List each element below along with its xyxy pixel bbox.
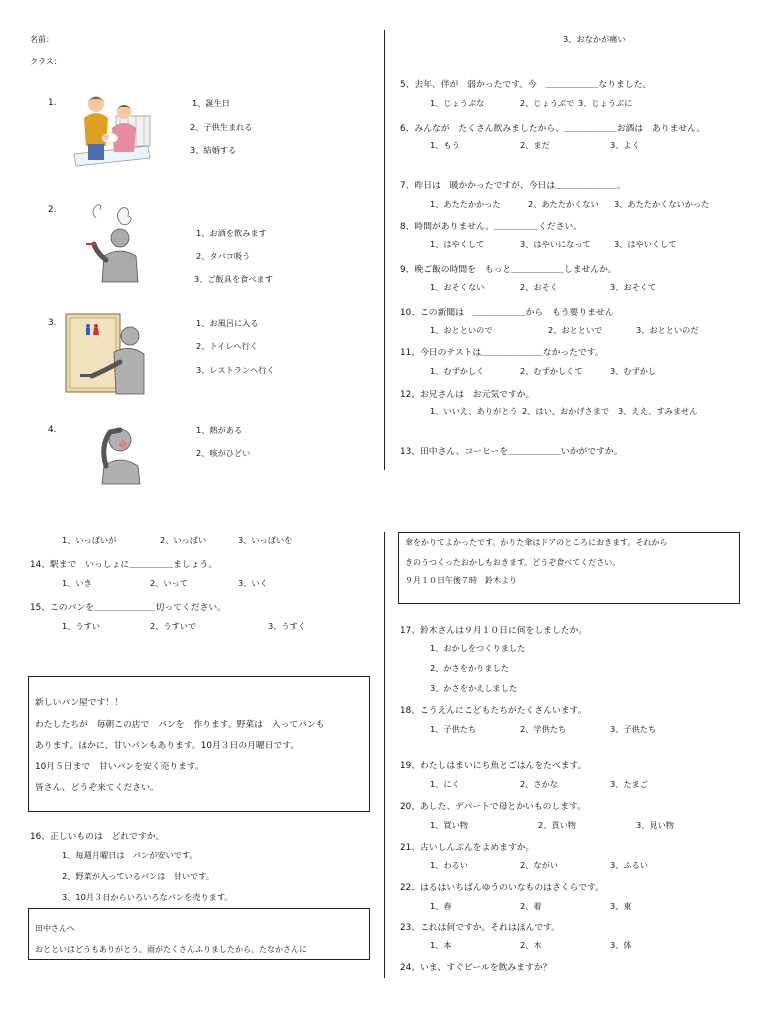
- q4-option-3[interactable]: 3、おなかが痛い: [563, 34, 626, 44]
- q8-option-1[interactable]: 1、はやくして: [430, 239, 485, 249]
- q12-option-1[interactable]: 1、いいえ、ありがとう: [430, 406, 518, 416]
- man-with-fever-illustration: [96, 420, 146, 484]
- q7-option-2[interactable]: 2、あたたかくない: [528, 199, 599, 209]
- q5-option-2[interactable]: 2、じょうぶで: [520, 98, 575, 108]
- letter-box-start: [28, 908, 370, 960]
- question-number: 1.: [48, 98, 57, 108]
- q19-option-1[interactable]: 1、にく: [430, 779, 460, 789]
- question-text: 18、こうえんにこどもたちがたくさんいます。: [400, 706, 587, 716]
- question-text: 22、はるはいちばんゆうのいなものはさくらです。: [400, 883, 604, 893]
- class-label: クラス：: [30, 57, 62, 66]
- q9-option-3[interactable]: 3、おそくて: [610, 282, 657, 292]
- q18-option-3[interactable]: 3、子供たち: [610, 724, 657, 734]
- q15-option-3[interactable]: 3、うすく: [268, 621, 306, 631]
- q3-option-3[interactable]: 3、レストランへ行く: [196, 365, 275, 375]
- question-text: 15、このパンを＿＿＿＿＿＿＿切ってください。: [30, 603, 226, 613]
- question-number: 2.: [48, 205, 57, 215]
- q2-option-2[interactable]: 2、タバコ吸う: [196, 251, 251, 261]
- question-number: 4.: [48, 425, 57, 435]
- q17-option-2[interactable]: 2、かさをかりました: [430, 663, 509, 673]
- question-text: 16、正しいものは どれですか。: [30, 832, 165, 842]
- q17-option-1[interactable]: 1、おかしをつくりました: [430, 643, 526, 653]
- q11-option-2[interactable]: 2、むずかしくて: [520, 366, 583, 376]
- q13-option-2[interactable]: 2、いっぱい: [160, 535, 207, 545]
- column-divider-top: [384, 30, 385, 470]
- q7-option-3[interactable]: 3、あたたかくないかった: [614, 199, 710, 209]
- q11-option-1[interactable]: 1、むずかしく: [430, 366, 485, 376]
- q4-option-1[interactable]: 1、熱がある: [196, 425, 243, 435]
- q1-option-3[interactable]: 3、結婚する: [190, 145, 237, 155]
- name-label: 名前：: [30, 35, 54, 44]
- letter-line: 田中さんへ: [35, 924, 75, 933]
- family-with-baby-illustration: [66, 94, 152, 166]
- q23-option-2[interactable]: 2、木: [520, 940, 542, 950]
- question-text: 20、あした、デパートで母とかいものします。: [400, 802, 586, 812]
- notice-line: 新しいパン屋です！！: [35, 698, 123, 708]
- notice-line: 10月５日まで 甘いパンを安く売ります。: [35, 762, 204, 772]
- letter-line: ９月１０日午後７時 鈴木より: [405, 576, 517, 585]
- q19-option-3[interactable]: 3、たまご: [610, 779, 648, 789]
- q22-option-3[interactable]: 3、東: [610, 901, 632, 911]
- q14-option-2[interactable]: 2、いって: [150, 578, 188, 588]
- q9-option-2[interactable]: 2、おそく: [520, 282, 558, 292]
- letter-line: おとといはどうもありがとう。雨がたくさんふりましたから、たなかさんに: [35, 945, 307, 954]
- q6-option-3[interactable]: 3、よく: [610, 140, 640, 150]
- question-text: 19、わたしはまいにち魚とごはんをたべます。: [400, 761, 587, 771]
- q7-option-1[interactable]: 1、あたたかかった: [430, 199, 501, 209]
- man-at-restroom-door-illustration: [66, 314, 144, 394]
- q18-option-1[interactable]: 1、子供たち: [430, 724, 477, 734]
- q3-option-1[interactable]: 1、お風呂に入る: [196, 318, 259, 328]
- q20-option-2[interactable]: 2、貢い物: [538, 820, 576, 830]
- letter-line: 傘をかりてよかったです。かりた傘はドアのところにおきます。それから: [405, 538, 668, 547]
- notice-line: 皆さん、どうぞ来てください。: [35, 783, 159, 793]
- question-text: 8、時間がありません。＿＿＿＿＿ください。: [400, 222, 583, 232]
- question-text: 9、晩ご飯の時間を もっと＿＿＿＿＿＿しませんか。: [400, 265, 617, 275]
- q20-option-3[interactable]: 3、見い物: [636, 820, 674, 830]
- column-divider-bottom: [384, 532, 385, 978]
- q23-option-3[interactable]: 3、体: [610, 940, 632, 950]
- q2-option-3[interactable]: 3、ご飯具を食べます: [194, 274, 273, 284]
- q12-option-2[interactable]: 2、はい、おかげさまで: [522, 406, 610, 416]
- q8-option-2[interactable]: 3、はやいになって: [520, 239, 591, 249]
- question-number: 3.: [48, 318, 57, 328]
- question-text: 14、駅まで いっしょに＿＿＿＿＿ましょう。: [30, 560, 218, 570]
- q13-option-3[interactable]: 3、いっぱいを: [238, 535, 293, 545]
- q22-option-2[interactable]: 2、着: [520, 901, 542, 911]
- q11-option-3[interactable]: 3、むずかし: [610, 366, 657, 376]
- q1-option-2[interactable]: 2、子供生まれる: [190, 122, 253, 132]
- q6-option-1[interactable]: 1、もう: [430, 140, 460, 150]
- question-text: 12、お兄さんは お元気ですか。: [400, 390, 535, 400]
- q19-option-2[interactable]: 2、さかな: [520, 779, 558, 789]
- question-text: 24、いま、すぐビールを飲みますか？: [400, 963, 552, 973]
- q10-option-2[interactable]: 2、おとといで: [548, 325, 603, 335]
- q10-option-3[interactable]: 3、おとといのだ: [636, 325, 699, 335]
- question-text: 13、田中さん、コーヒーを＿＿＿＿＿＿いかがですか。: [400, 447, 623, 457]
- q4-option-2[interactable]: 2、咳がひどい: [196, 448, 251, 458]
- q21-option-2[interactable]: 2、ながい: [520, 860, 558, 870]
- q20-option-1[interactable]: 1、買い物: [430, 820, 468, 830]
- q18-option-2[interactable]: 2、学供たち: [520, 724, 567, 734]
- letter-box-end: [398, 532, 740, 604]
- q15-option-1[interactable]: 1、うすい: [62, 621, 100, 631]
- question-text: 10、この新聞は ＿＿＿＿＿＿から もう要りません: [400, 308, 614, 318]
- man-smoking-illustration: [76, 204, 142, 282]
- q17-option-3[interactable]: 3、かさをかえしました: [430, 683, 518, 693]
- q9-option-1[interactable]: 1、おそくない: [430, 282, 485, 292]
- q6-option-2[interactable]: 2、まだ: [520, 140, 550, 150]
- q16-option-1[interactable]: 1、毎週月曜日は パンが安いです。: [62, 850, 198, 860]
- question-text: 17、鈴木さんは９月１０日に何をしましたか。: [400, 626, 588, 636]
- q10-option-1[interactable]: 1、おとといので: [430, 325, 493, 335]
- question-text: 21、古いしんぶんをよめますか。: [400, 843, 535, 853]
- q5-option-1[interactable]: 1、じょうぶな: [430, 98, 485, 108]
- q13-option-1[interactable]: 1、いっぱいが: [62, 535, 117, 545]
- q1-option-1[interactable]: 1、誕生日: [192, 98, 230, 108]
- q16-option-3[interactable]: 3、10月３日からいろいろなパンを売ります。: [62, 892, 233, 902]
- q8-option-3[interactable]: 3、はやいくして: [614, 239, 677, 249]
- q14-option-3[interactable]: 3、いく: [238, 578, 268, 588]
- question-text: 5、去年、伴が 弱かったです。今 ＿＿＿＿＿＿なりました。: [400, 80, 652, 90]
- q5-option-3[interactable]: 3、じょうぶに: [578, 98, 633, 108]
- q22-option-1[interactable]: 1、春: [430, 901, 452, 911]
- q3-option-2[interactable]: 2、トイレへ行く: [196, 341, 259, 351]
- question-text: 23、これは何ですか。それはほんです。: [400, 923, 561, 933]
- notice-line: あります。ほかに、甘いパンもあります。10月３日の月曜日です。: [35, 741, 300, 751]
- q2-option-1[interactable]: 1、お酒を飲みます: [196, 228, 267, 238]
- letter-line: きのうつくったおかしもおきます。どうぞ食べてください。: [405, 558, 621, 567]
- notice-line: わたしたちが 毎朝この店で パンを 作ります。野菜は 入ってパンも: [35, 720, 325, 730]
- question-text: 11、今日のテストは＿＿＿＿＿＿＿なかったです。: [400, 348, 604, 358]
- q16-option-2[interactable]: 2、野菜が入っているパンは 甘いです。: [62, 871, 214, 881]
- q21-option-1[interactable]: 1、わるい: [430, 860, 468, 870]
- question-text: 7、昨日は 暖かかったですが、今日は＿＿＿＿＿＿＿。: [400, 181, 626, 191]
- q14-option-1[interactable]: 1、いき: [62, 578, 92, 588]
- q12-option-3[interactable]: 3、ええ、すみません: [618, 406, 698, 416]
- q23-option-1[interactable]: 1、本: [430, 940, 452, 950]
- q21-option-3[interactable]: 3、ふるい: [610, 860, 648, 870]
- q15-option-2[interactable]: 2、うすいで: [150, 621, 197, 631]
- question-text: 6、みんなが たくさん飲みましたから、＿＿＿＿＿＿お酒は ありません。: [400, 124, 706, 134]
- bakery-notice-box: [28, 676, 370, 812]
